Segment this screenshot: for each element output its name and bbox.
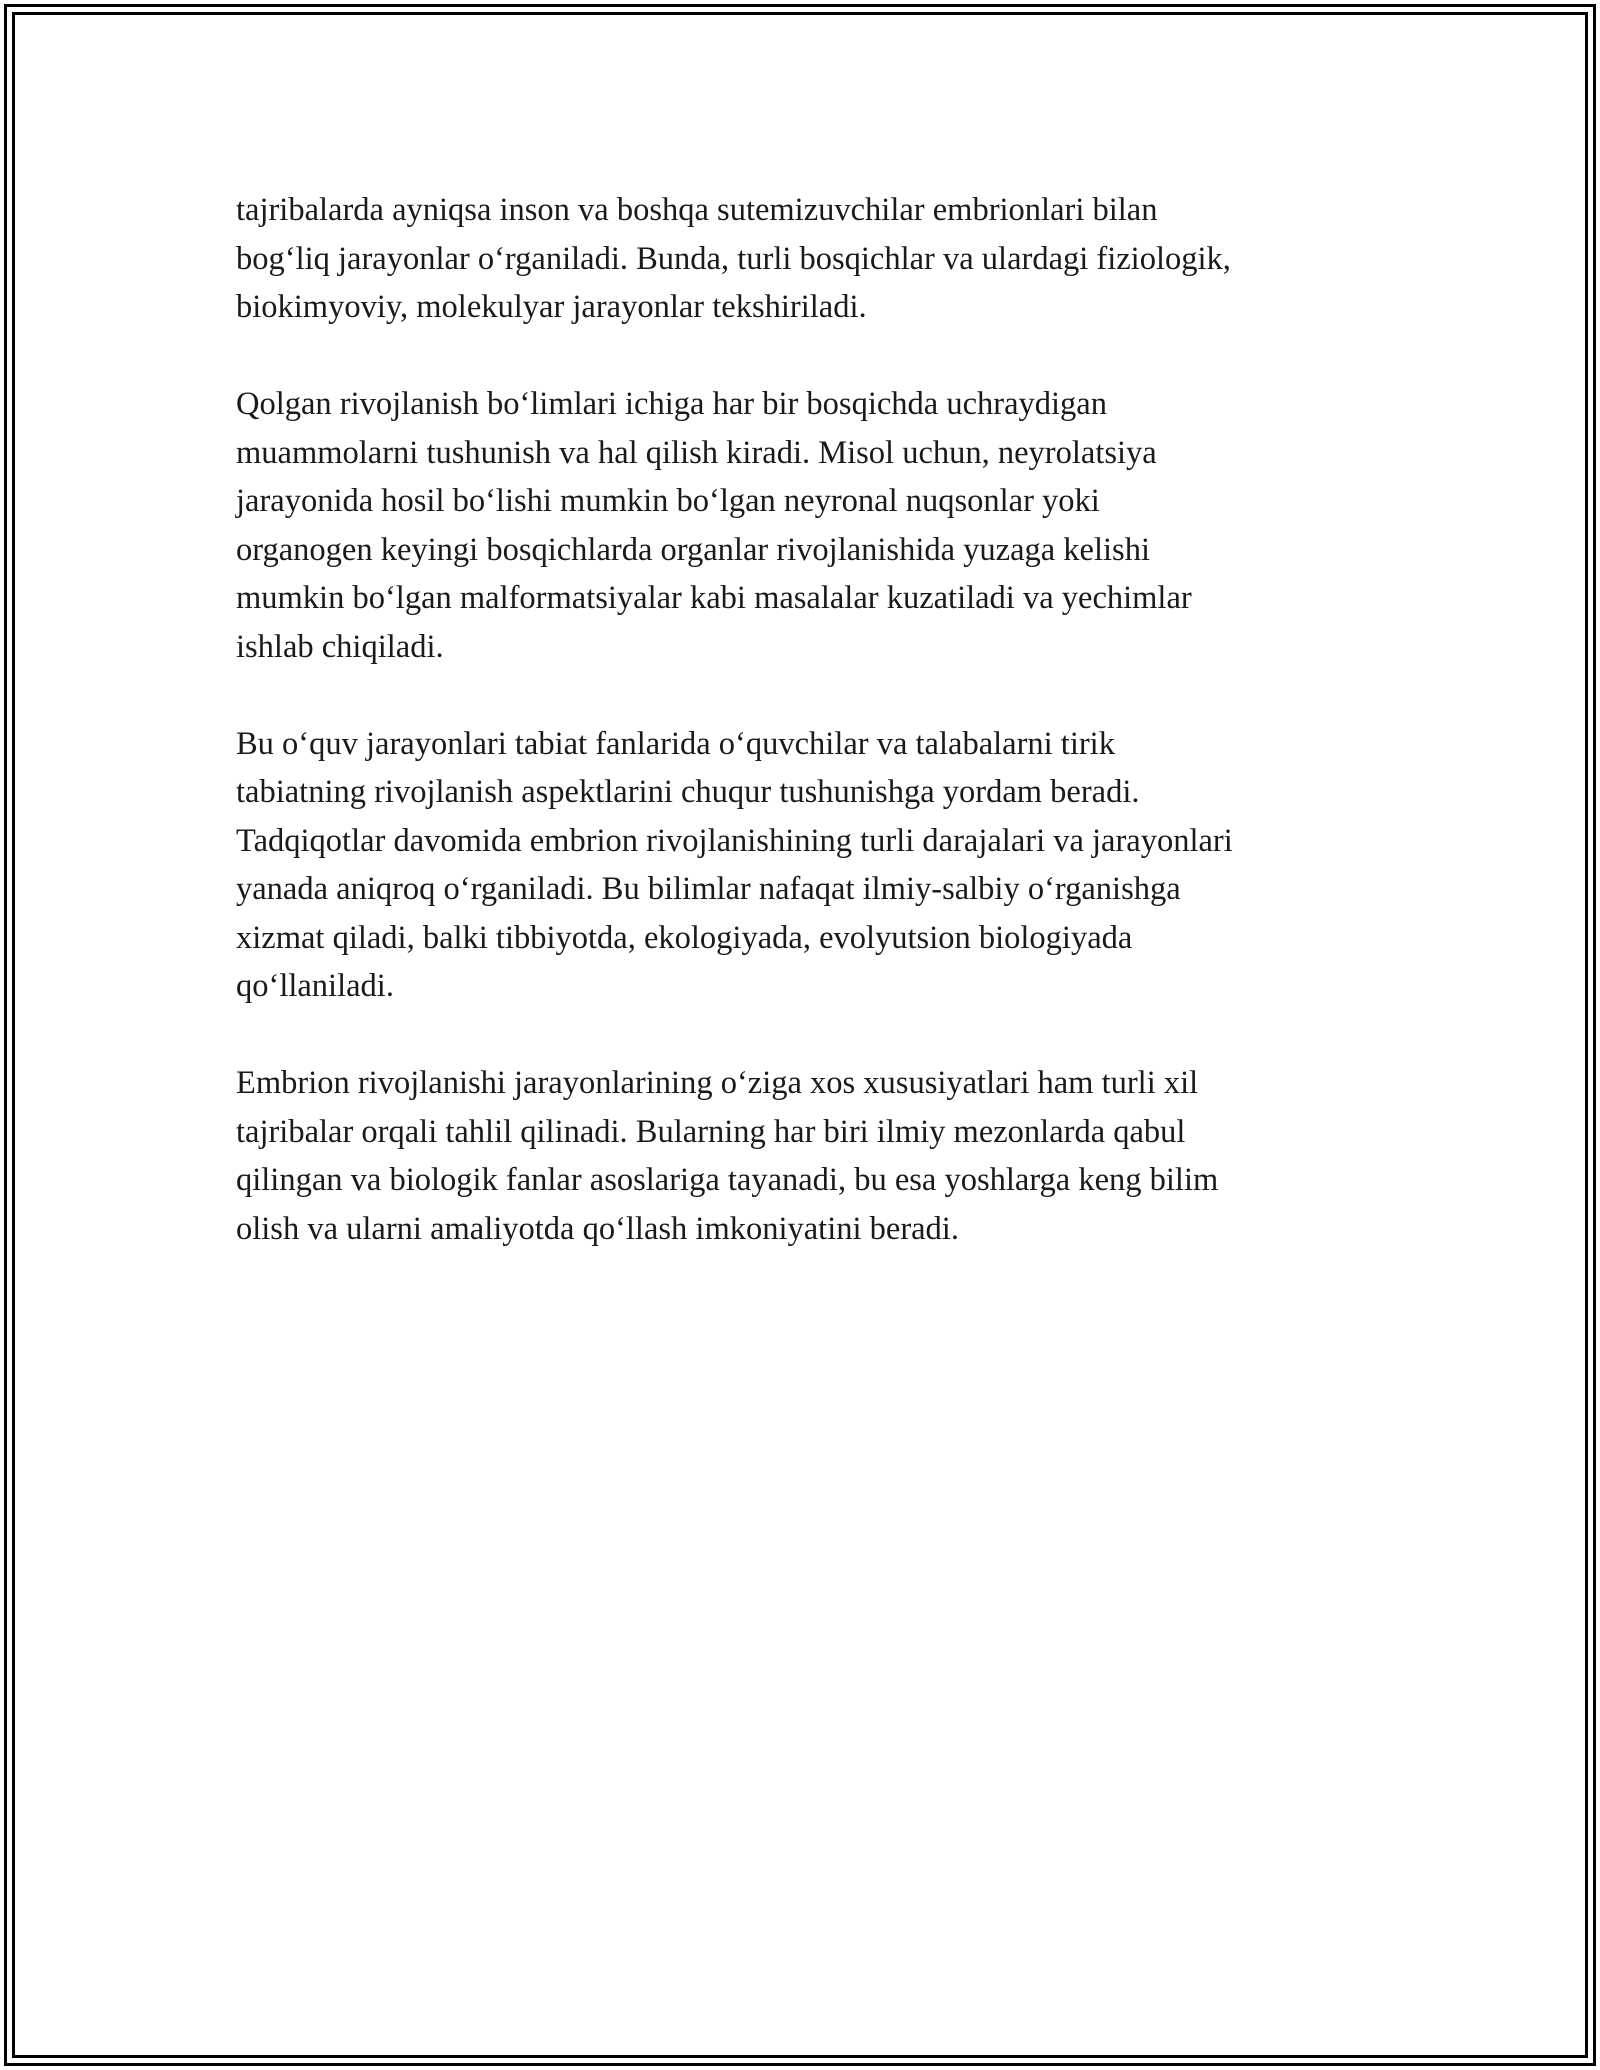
paragraph: [236, 720, 1376, 1011]
text-line: muammolarni tushunish va hal qilish kiradi. Misol uchun, neyrolatsiya: [236, 434, 1157, 471]
text-line: organogen keyingi bosqichlarda organlar rivojlanishida yuzaga kelishi: [236, 531, 1150, 568]
text-line: xizmat qiladi, balki tibbiyotda, ekologiyada, evolyutsion biologiyada: [236, 919, 1133, 956]
text-line: jarayonida hosil bo‘lishi mumkin bo‘lgan neyronal nuqsonlar yoki: [236, 483, 1100, 519]
paragraph: [236, 380, 1376, 671]
text-line: tajribalarda ayniqsa inson va boshqa sutemizuvchilar embrionlari bilan: [236, 192, 1158, 228]
text-line: olish va ularni amaliyotda qo‘llash imkoniyatini beradi.: [236, 1210, 959, 1247]
paragraph: [236, 186, 1376, 332]
paragraph: [236, 1059, 1376, 1253]
text-line: qilingan va biologik fanlar asoslariga tayanadi, bu esa yoshlarga keng bilim: [236, 1162, 1219, 1198]
text-line: biokimyoviy, molekulyar jarayonlar tekshiriladi.: [236, 289, 867, 325]
text-line: tajribalar orqali tahlil qilinadi. Bularning har biri ilmiy mezonlarda qabul: [236, 1113, 1186, 1150]
text-line: mumkin bo‘lgan malformatsiyalar kabi masalalar kuzatiladi va yechimlar: [236, 580, 1192, 616]
text-line: bog‘liq jarayonlar o‘rganiladi. Bunda, turli bosqichlar va ulardagi fiziologik,: [236, 240, 1231, 277]
text-line: Embrion rivojlanishi jarayonlarining o‘ziga xos xususiyatlari ham turli xil: [236, 1065, 1199, 1101]
text-line: Bu o‘quv jarayonlari tabiat fanlarida o‘quvchilar va talabalarni tirik: [236, 725, 1115, 762]
text-line: qo‘llaniladi.: [236, 968, 394, 1004]
text-line: tabiatning rivojlanish aspektlarini chuqur tushunishga yordam beradi.: [236, 774, 1140, 810]
document-body: [236, 186, 1376, 1302]
text-line: yanada aniqroq o‘rganiladi. Bu bilimlar nafaqat ilmiy-salbiy o‘rganishga: [236, 871, 1181, 907]
text-line: Qolgan rivojlanish bo‘limlari ichiga har bir bosqichda uchraydigan: [236, 386, 1107, 422]
text-line: ishlab chiqiladi.: [236, 628, 444, 665]
text-line: Tadqiqotlar davomida embrion rivojlanishining turli darajalari va jarayonlari: [236, 822, 1233, 859]
